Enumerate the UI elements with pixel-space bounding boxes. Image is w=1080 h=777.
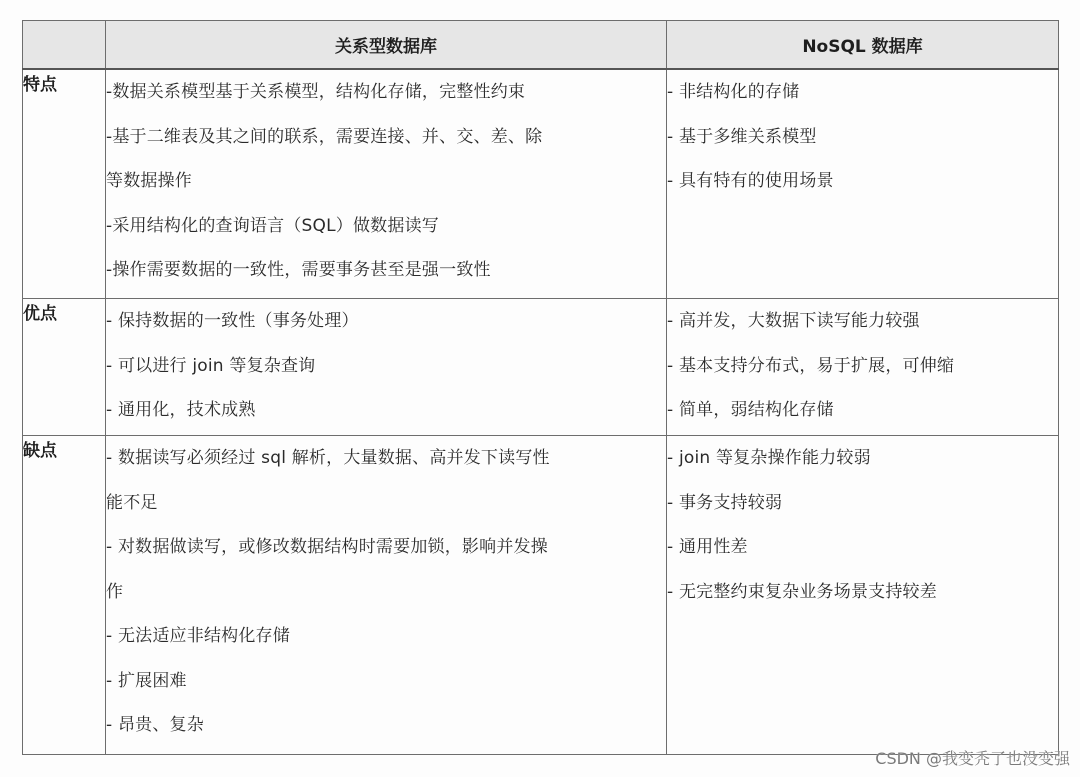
list-item: 等数据操作 [106,171,192,191]
header-nosql: NoSQL 数据库 [667,21,1059,70]
list-item: - 扩展困难 [106,670,187,691]
list-item: 作 [106,581,124,602]
header-relational: 关系型数据库 [106,21,667,70]
comparison-table [22,20,1059,755]
watermark: CSDN @我变秃了也没变强 [875,749,1070,768]
nosql-cell [667,436,1059,755]
list-item: - 通用化，技术成熟 [106,400,256,420]
row-label: 缺点 [23,436,106,755]
table-row [23,299,1059,436]
relational-cell [106,299,667,436]
list-item: - 保持数据的一致性（事务处理） [106,311,359,331]
list-item: -操作需要数据的一致性，需要事务甚至是强一致性 [106,260,491,280]
list-item: - 高并发，大数据下读写能力较强 [667,311,920,331]
nosql-cell [667,69,1059,299]
nosql-cell [667,299,1059,436]
list-item: - 通用性差 [667,537,748,557]
list-item: -数据关系模型基于关系模型，结构化存储，完整性约束 [106,82,526,102]
list-item: - 非结构化的存储 [667,82,800,102]
list-item: - 可以进行 join 等复杂查询 [106,355,316,376]
table-row [23,69,1059,299]
table-row [23,436,1059,755]
header-corner-cell [23,21,106,70]
list-item: - 昂贵、复杂 [106,715,204,735]
row-label: 特点 [23,69,106,299]
list-item: - 数据读写必须经过 sql 解析，大量数据、高并发下读写性 [106,448,550,468]
list-item: - 事务支持较弱 [667,492,783,513]
list-item: - 对数据做读写，或修改数据结构时需要加锁，影响并发操 [106,537,548,557]
row-label: 优点 [23,299,106,436]
list-item: - 简单，弱结构化存储 [667,400,834,420]
list-item: -基于二维表及其之间的联系，需要连接、并、交、差、除 [106,126,543,147]
list-item: - 基于多维关系模型 [667,126,817,147]
list-item: -采用结构化的查询语言（SQL）做数据读写 [106,215,439,236]
list-item: - join 等复杂操作能力较弱 [667,448,871,468]
relational-cell [106,69,667,299]
table-header-row [23,21,1059,70]
list-item: 能不足 [106,492,158,513]
list-item: - 具有特有的使用场景 [667,171,834,191]
list-item: - 无法适应非结构化存储 [106,626,290,646]
relational-cell [106,436,667,755]
list-item: - 基本支持分布式，易于扩展，可伸缩 [667,355,955,376]
list-item: - 无完整约束复杂业务场景支持较差 [667,581,937,602]
